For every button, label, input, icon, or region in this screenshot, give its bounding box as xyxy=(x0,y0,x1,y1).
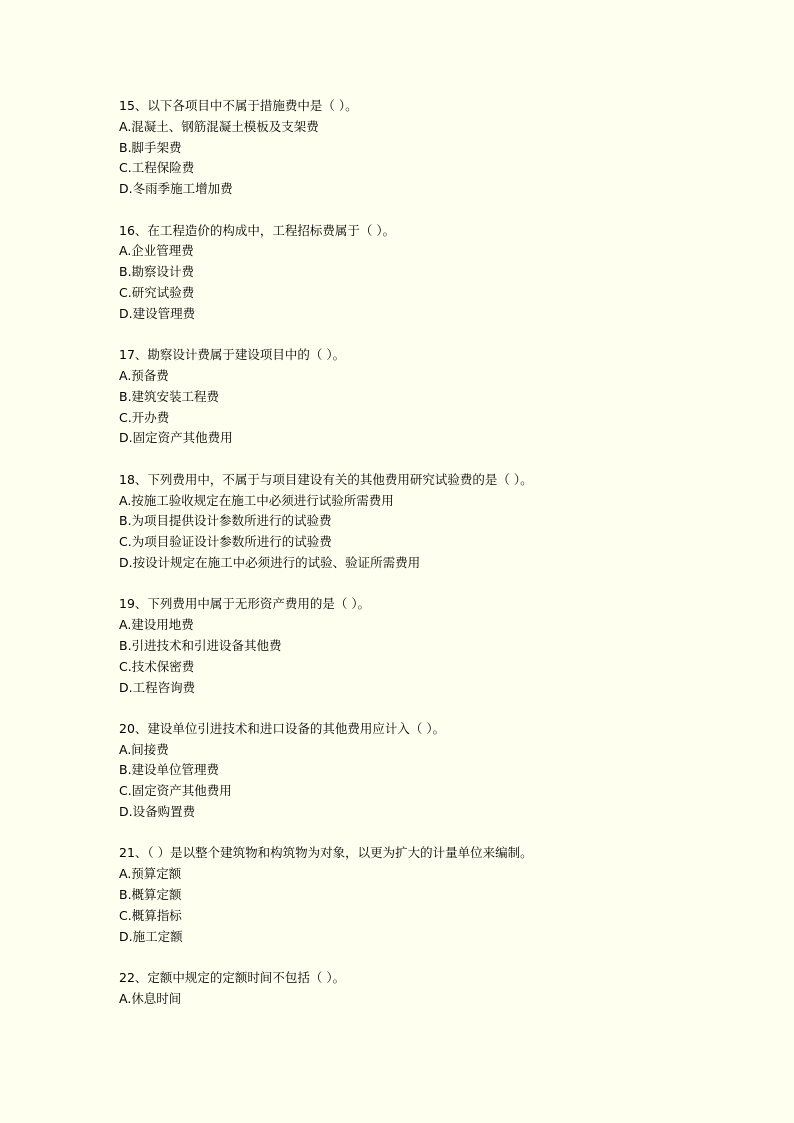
option-b: B.引进技术和引进设备其他费 xyxy=(119,637,282,653)
document-page xyxy=(119,96,779,1030)
question-21 xyxy=(119,843,779,947)
question-stem: 20、建设单位引进技术和进口设备的其他费用应计入（ ）。 xyxy=(119,720,446,736)
option-d: D.设备购置费 xyxy=(119,804,196,820)
option-d: D.工程咨询费 xyxy=(119,679,196,695)
option-b: B.建筑安装工程费 xyxy=(119,388,220,404)
option-a: A.企业管理费 xyxy=(119,243,194,259)
option-a: A.建设用地费 xyxy=(119,617,194,633)
option-c: C.开办费 xyxy=(119,409,170,425)
option-a: A.休息时间 xyxy=(119,990,182,1006)
option-d: D.冬雨季施工增加费 xyxy=(119,181,233,197)
option-c: C.技术保密费 xyxy=(119,658,195,674)
option-a: A.预算定额 xyxy=(119,866,182,882)
question-stem: 22、定额中规定的定额时间不包括（ ）。 xyxy=(119,970,346,986)
option-b: B.勘察设计费 xyxy=(119,264,195,280)
question-20 xyxy=(119,719,779,823)
question-stem: 15、以下各项目中不属于措施费中是（ ）。 xyxy=(119,98,358,113)
option-d: D.建设管理费 xyxy=(119,305,196,321)
question-15 xyxy=(119,96,779,200)
question-17 xyxy=(119,345,779,449)
option-a: A.按施工验收规定在施工中必须进行试验所需费用 xyxy=(119,492,394,508)
option-a: A.间接费 xyxy=(119,741,169,757)
question-stem: 19、下列费用中属于无形资产费用的是（ ）。 xyxy=(119,596,371,612)
option-c: C.固定资产其他费用 xyxy=(119,783,232,799)
question-stem: 21、（ ）是以整个建筑物和构筑物为对象，以更为扩大的计量单位来编制。 xyxy=(119,845,533,861)
option-a: A.混凝土、钢筋混凝土模板及支架费 xyxy=(119,118,319,134)
question-stem: 18、下列费用中，不属于与项目建设有关的其他费用研究试验费的是（ ）。 xyxy=(119,471,533,487)
option-b: B.脚手架费 xyxy=(119,139,182,155)
option-c: C.概算指标 xyxy=(119,907,182,923)
option-b: B.为项目提供设计参数所进行的试验费 xyxy=(119,513,332,529)
option-d: D.固定资产其他费用 xyxy=(119,430,233,446)
question-stem: 16、在工程造价的构成中，工程招标费属于（ ）。 xyxy=(119,222,396,238)
option-a: A.预备费 xyxy=(119,367,169,383)
question-stem: 17、勘察设计费属于建设项目中的（ ）。 xyxy=(119,347,346,363)
option-c: C.研究试验费 xyxy=(119,284,195,300)
option-c: C.为项目验证设计参数所进行的试验费 xyxy=(119,534,332,550)
question-19 xyxy=(119,594,779,698)
option-b: B.建设单位管理费 xyxy=(119,762,220,778)
option-d: D.按设计规定在施工中必须进行的试验、验证所需费用 xyxy=(119,554,421,570)
question-18 xyxy=(119,470,779,574)
question-16 xyxy=(119,221,779,325)
question-22 xyxy=(119,968,779,1010)
option-d: D.施工定额 xyxy=(119,928,183,944)
option-b: B.概算定额 xyxy=(119,887,182,903)
option-c: C.工程保险费 xyxy=(119,160,195,176)
